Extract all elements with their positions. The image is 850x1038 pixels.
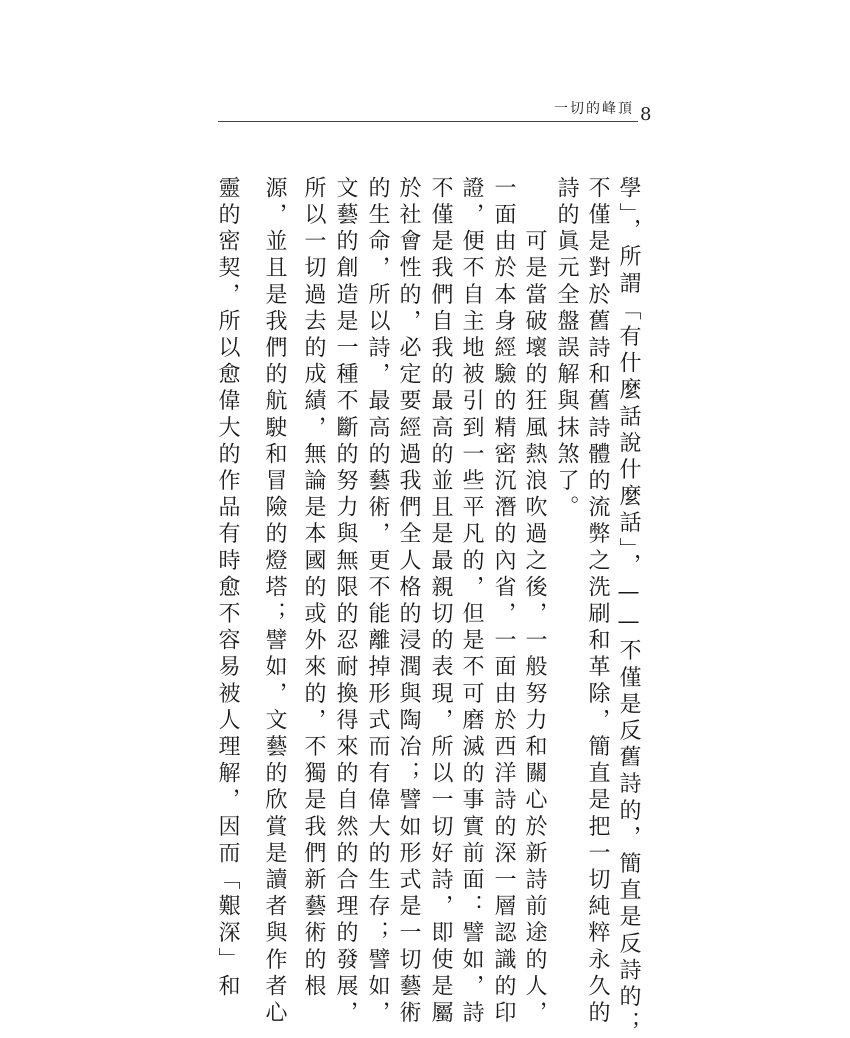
text-column-12: 源，並且是我們的航駛和冒險的燈塔；譬如，文藝的欣賞是讀者與作者心 (262, 176, 287, 1028)
running-head-title: 一切的峰頂 (554, 101, 634, 117)
page-number: 8 (640, 104, 652, 125)
text-column-10: 文藝的創造是一種不斷的努力與無限的忍耐換得來的自然的合理的發展， (333, 176, 358, 1028)
text-column-13: 靈的密契，所以愈偉大的作品有時愈不容易被人理解，因而「艱深」和 (215, 176, 240, 1001)
vertical-body-text (208, 176, 648, 1038)
text-column-8: 於社會性的，必定要經過我們全人格的浸潤與陶冶；譬如形式是一切藝術 (396, 176, 421, 1028)
header-rule (218, 121, 638, 122)
text-column-9: 的生命，所以詩，最高的藝術，更不能離掉形式而有偉大的生存；譬如， (365, 176, 390, 1028)
text-column-5: 一面由於本身經驗的精密沉潛的內省，一面由於西洋詩的深一層認識的印 (491, 176, 516, 1028)
text-column-1: 學」，所謂「有什麼話說什麼話」，——不僅是反舊詩的，簡直是反詩的； (616, 176, 641, 1038)
running-head (218, 98, 638, 122)
text-column-2: 不僅是對於舊詩和舊詩體的流弊之洗刷和革除，簡直是把一切純粹永久的 (585, 176, 610, 1028)
text-column-7: 不僅是我們自我的最高的並且是最親切的表現，所以一切好詩，即使是屬 (428, 176, 453, 1028)
text-column-6: 證，便不自主地被引到一些平凡的，但是不可磨滅的事實前面：譬如，詩 (459, 176, 484, 1028)
text-column-3: 詩的眞元全盤誤解與抹煞了。 (554, 176, 579, 522)
text-column-4: 可是當破壞的狂風熱浪吹過之後，一般努力和關心於新詩前途的人， (522, 176, 547, 1028)
text-column-11: 所以一切過去的成績，無論是本國的或外來的，不獨是我們新藝術的根 (301, 176, 326, 1001)
